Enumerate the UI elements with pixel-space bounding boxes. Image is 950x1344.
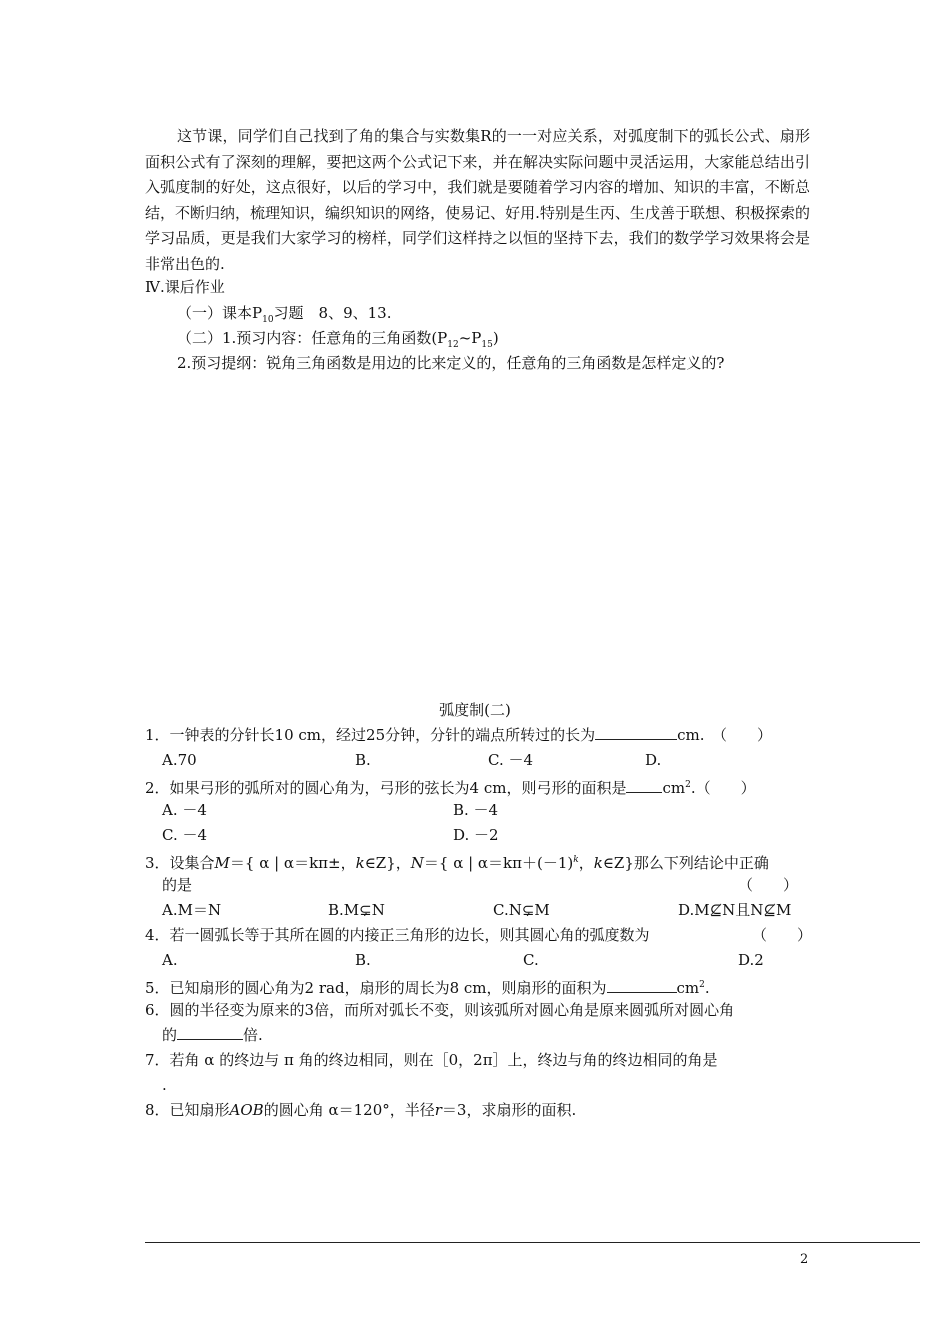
q3-option-c: C.N⊊M [493,901,550,919]
q8-var-aob: AOB [229,1101,264,1119]
question-5-text: 5．已知扇形的圆心角为2 rad，扇形的周长为8 cm，则扇形的面积为 [145,979,607,997]
question-2-sup: 2 [685,780,691,790]
q8-text-1: 8．已知扇形 [145,1101,230,1119]
question-3-cont: 的是 [162,876,193,894]
homework-item-1-text: （一）课本P [177,304,263,322]
q3-text-3: ∈Z}， [364,854,411,872]
q3-text-4: ＝{ α | α＝kπ＋(－1) [423,854,574,872]
answer-blank [595,725,677,740]
q2-option-c: C. －4 [162,826,208,844]
q4-option-b: B. [355,951,371,969]
question-7: 7．若角 α 的终边与 π 角的终边相同，则在［0，2π］上，终边与角的终边相同的角是 [145,1051,718,1069]
q1-option-a: A.70 [162,751,197,769]
question-2-text: 2．如果弓形的弧所对的圆心角为，弓形的弦长为4 cm，则弓形的面积是 [145,779,627,797]
question-4: 4．若一圆弧长等于其所在圆的内接正三角形的边长，则其圆心角的弧度数为 [145,926,650,944]
q4-option-c: C. [523,951,539,969]
homework-item-1-sub: 10 [262,315,274,325]
q2-option-d: D. －2 [453,826,499,844]
question-4-paren: （ ） [752,926,813,944]
question-5-tail: . [704,979,710,997]
page-number: 2 [800,1252,809,1267]
q3-option-b: B.M⊊N [328,901,385,919]
q2-option-b: B. －4 [453,801,499,819]
q3-var-k2: k [593,854,603,872]
question-5-unit: cm [676,979,700,997]
q8-text-2: 的圆心角 α＝120°，半径 [263,1101,435,1119]
q3-option-d: D.M⊈N且N⊈M [678,901,792,919]
q3-var-m: M [214,854,230,872]
q8-var-r: r [434,1101,442,1119]
question-3 [145,850,769,873]
q4-option-d: D.2 [738,951,764,969]
question-6: 6．圆的半径变为原来的3倍，而所对弧长不变，则该弧所对圆心角是原来圆弧所对圆心角 [145,1001,735,1019]
homework-item-2 [177,328,499,355]
homework-item-1-suffix: 习题 8、9、13. [273,304,392,322]
question-6-tail: 倍. [243,1026,263,1044]
answer-blank [177,1025,243,1040]
homework-item-1 [177,303,392,330]
question-2-tail: .（ ） [690,779,756,797]
q3-text-1: 3．设集合 [145,854,215,872]
homework-item-2-text: （二）1.预习内容：任意角的三角函数(P [177,329,448,347]
question-5 [145,975,710,998]
q4-option-a: A. [162,951,178,969]
question-3-paren: （ ） [738,876,799,894]
q3-text-2: ＝{ α | α＝kπ±， [229,854,356,872]
answer-blank [607,978,677,993]
q3-option-a: A.M＝N [162,901,222,919]
homework-item-2-sub2: 15 [481,340,493,350]
q1-option-d: D. [645,751,662,769]
q1-option-b: B. [355,751,371,769]
question-1-tail: cm. （ ） [677,726,773,744]
answer-blank [626,778,662,793]
q8-text-3: ＝3，求扇形的面积. [441,1101,577,1119]
homework-item-2-mid: ~P [458,329,482,347]
q3-var-k: k [355,854,365,872]
question-6-text: 的 [162,1026,178,1044]
question-2-unit: cm [662,779,686,797]
question-1-text: 1．一钟表的分针长10 cm，经过25分钟，分针的端点所转过的长为 [145,726,596,744]
q3-text-6: ∈Z}那么下列结论中正确 [602,854,769,872]
summary-paragraph: 这节课，同学们自己找到了角的集合与实数集R的一一对应关系，对弧度制下的弧长公式、扇形面积公式有了深刻的理解，要把这两个公式记下来，并在解决实际问题中灵活运用，大家能总结出引入弧度制的好处，这点很好，以后的学习中，我们就是要随着学习内容的增加、知识的丰富，不断总结，不断归纳，梳理知识，编织知识的网络，使易记、好用.特别是生丙、生戊善于联想、积极探索的学习品质，更是我们大家学习的榜样，同学们这样持之以恒的坚持下去，我们的数学学习效果将会是非常出色的. [145,127,810,273]
homework-item-2-suffix: ) [492,329,499,347]
question-8 [145,1100,576,1120]
homework-item-2-sub1: 12 [447,340,459,350]
question-6-cont [162,1025,263,1045]
q2-option-a: A. －4 [162,801,207,819]
question-7-cont: . [162,1076,167,1094]
q3-text-5: ， [578,854,594,872]
homework-heading: Ⅳ.课后作业 [145,278,225,296]
q3-exp-k: k [573,855,579,865]
question-2 [145,775,756,798]
exercise-title: 弧度制(二) [439,701,511,719]
footer-rule [145,1242,920,1243]
q1-option-c: C. －4 [488,751,534,769]
q3-var-n: N [410,854,424,872]
question-5-sup: 2 [699,980,705,990]
question-1 [145,725,772,745]
homework-item-3: 2.预习提纲：锐角三角函数是用边的比来定义的，任意角的三角函数是怎样定义的? [177,354,725,372]
